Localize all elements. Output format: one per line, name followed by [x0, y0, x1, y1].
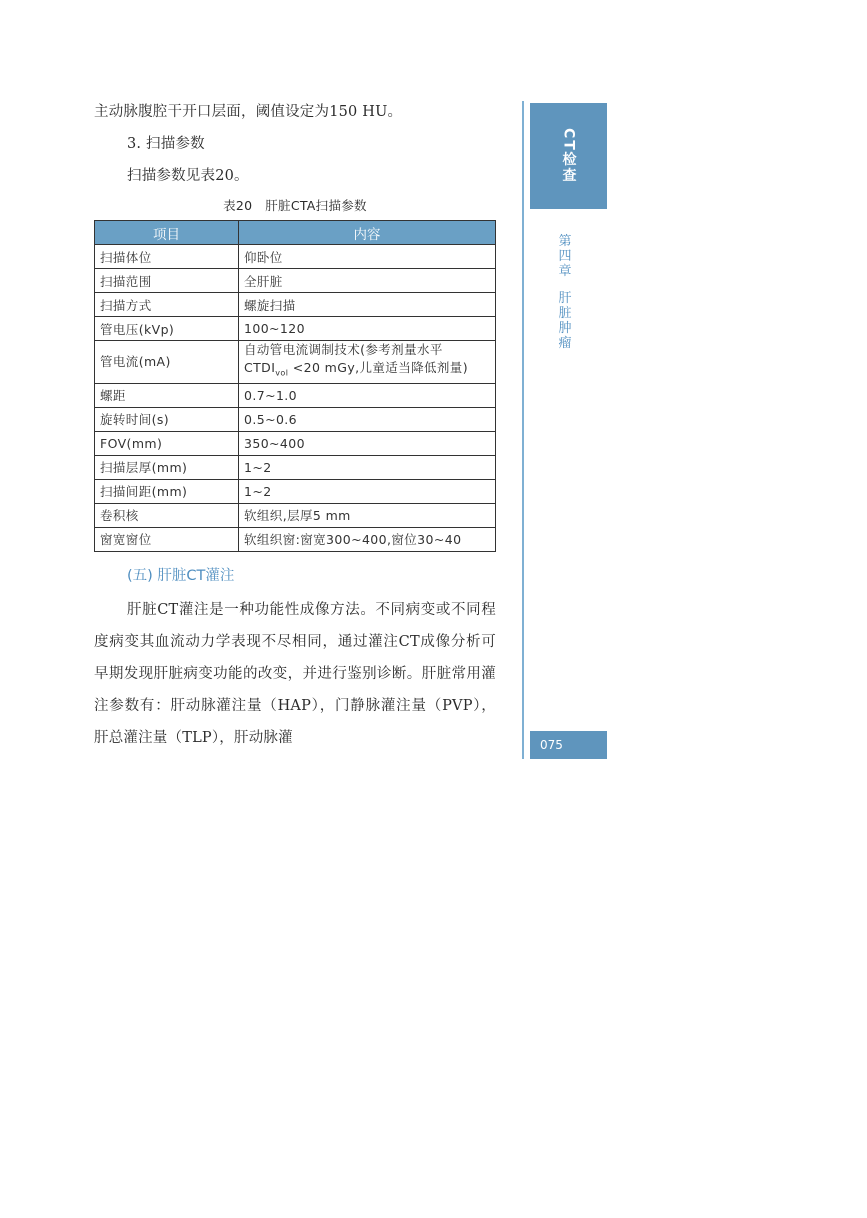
page-content — [94, 96, 496, 754]
table-row — [95, 293, 496, 317]
perfusion-paragraph: 肝脏CT灌注是一种功能性成像方法。不同病变或不同程度病变其血流动力学表现不尽相同，通过灌注CT成像分析可早期发现肝脏病变功能的改变，并进行鉴别诊断。肝脏常用灌注参数有：肝动脉灌注量（HAP），门静脉灌注量（PVP），肝总灌注量（TLP），肝动脉灌 — [94, 601, 496, 746]
table-row — [95, 479, 496, 503]
table-row — [95, 407, 496, 431]
row-content-line2-post: <20 mGy,儿童适当降低剂量) — [288, 360, 468, 375]
row-item: FOV(mm) — [95, 431, 239, 455]
row-item: 扫描体位 — [95, 245, 239, 269]
table-caption: 表20 肝脏CTA扫描参数 — [223, 198, 367, 213]
row-content: 软组织窗:窗宽300~400,窗位30~40 — [239, 527, 496, 551]
row-content: 100~120 — [239, 317, 496, 341]
section-title: (五) 肝脏CT灌注 — [127, 567, 235, 584]
subheading-scan-params: 3. 扫描参数 — [127, 136, 205, 152]
row-content-line1: 自动管电流调制技术(参考剂量水平 — [244, 342, 443, 357]
intro-paragraph: 主动脉腹腔干开口层面，阈值设定为150 HU。 — [94, 104, 403, 120]
table-row — [95, 527, 496, 551]
row-content-line2-pre: CTDI — [244, 360, 276, 375]
row-item: 扫描方式 — [95, 293, 239, 317]
row-content: 350~400 — [239, 431, 496, 455]
chapter-char: 肿 — [558, 321, 572, 336]
chapter-char: 肝 — [558, 291, 572, 306]
row-content: 1~2 — [239, 479, 496, 503]
chapter-number — [555, 234, 575, 279]
row-item: 管电流(mA) — [95, 341, 239, 384]
row-item: 扫描间距(mm) — [95, 479, 239, 503]
chapter-title — [555, 234, 575, 351]
table-row — [95, 455, 496, 479]
row-content: 螺旋扫描 — [239, 293, 496, 317]
chapter-name — [555, 291, 575, 351]
row-content: 仰卧位 — [239, 245, 496, 269]
row-item: 扫描层厚(mm) — [95, 455, 239, 479]
table-header-row — [95, 221, 496, 245]
row-content: 0.7~1.0 — [239, 383, 496, 407]
header-item: 项目 — [95, 221, 239, 245]
chapter-char: 第 — [558, 234, 572, 249]
row-item: 螺距 — [95, 383, 239, 407]
table-row — [95, 245, 496, 269]
row-content: 全肝脏 — [239, 269, 496, 293]
page-number: 075 — [530, 731, 607, 759]
chapter-char: 瘤 — [558, 336, 572, 351]
chapter-tab-label: CT检查 — [560, 128, 577, 184]
row-content: 1~2 — [239, 455, 496, 479]
row-content-line2-sub: vol — [275, 368, 289, 378]
row-item: 卷积核 — [95, 503, 239, 527]
table-row — [95, 269, 496, 293]
row-content — [239, 341, 496, 384]
chapter-tab — [530, 103, 607, 209]
sidebar-divider — [522, 101, 524, 759]
table-row — [95, 341, 496, 384]
scan-params-table — [94, 220, 496, 552]
see-table-paragraph: 扫描参数见表20。 — [127, 168, 249, 184]
row-content: 软组织,层厚5 mm — [239, 503, 496, 527]
table-row — [95, 383, 496, 407]
table-row — [95, 431, 496, 455]
row-content: 0.5~0.6 — [239, 407, 496, 431]
chapter-char: 脏 — [558, 306, 572, 321]
row-item: 管电压(kVp) — [95, 317, 239, 341]
row-item: 窗宽窗位 — [95, 527, 239, 551]
header-content: 内容 — [239, 221, 496, 245]
row-item: 旋转时间(s) — [95, 407, 239, 431]
row-item: 扫描范围 — [95, 269, 239, 293]
table-row — [95, 317, 496, 341]
table-row — [95, 503, 496, 527]
chapter-char: 四 — [558, 249, 572, 264]
chapter-char: 章 — [558, 264, 572, 279]
